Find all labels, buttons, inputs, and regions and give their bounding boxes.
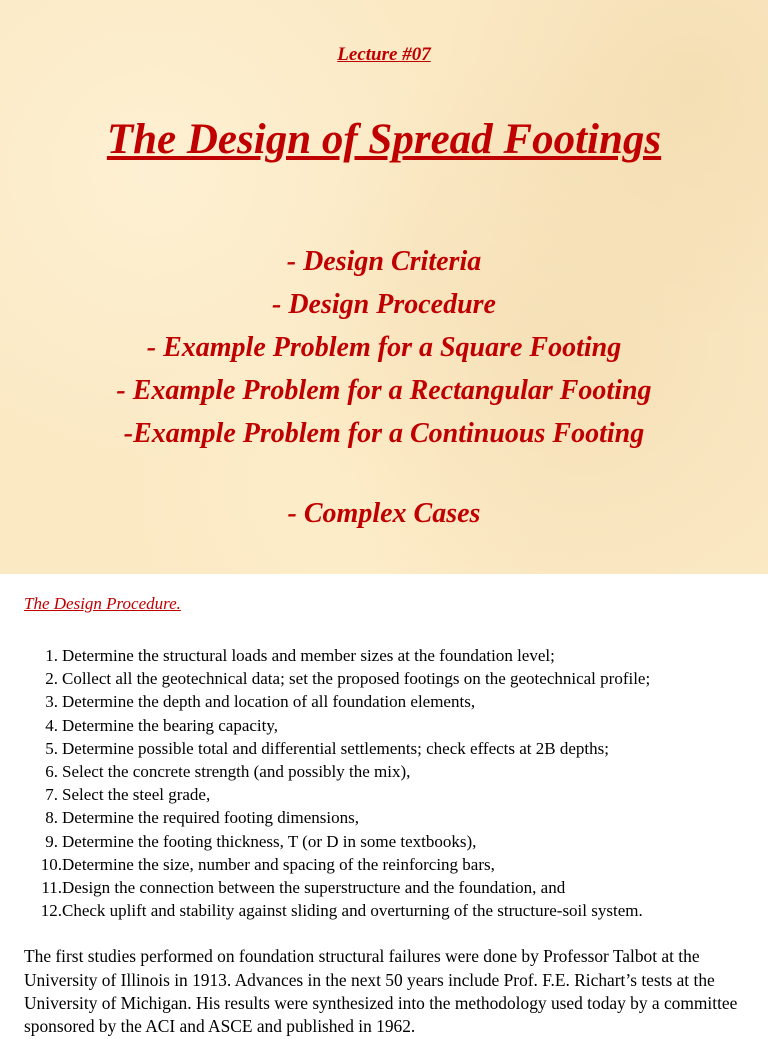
topic-item: - Example Problem for a Square Footing <box>146 332 622 363</box>
topic-item: - Design Criteria <box>286 246 482 277</box>
topic-item: - Example Problem for a Rectangular Footing <box>116 375 652 406</box>
step-text: Select the steel grade, <box>62 785 211 805</box>
step-number: 5. <box>45 738 58 758</box>
list-item <box>24 806 744 829</box>
lecture-number: Lecture #07 <box>337 44 431 65</box>
step-number: 8. <box>45 808 58 828</box>
step-text: Design the connection between the superstructure and the foundation, and <box>62 878 566 898</box>
step-text: Determine the depth and location of all foundation elements, <box>62 692 476 712</box>
list-item <box>24 853 744 876</box>
step-number: 3. <box>45 692 58 712</box>
step-text: Collect all the geotechnical data; set the proposed footings on the geotechnical profile; <box>62 669 651 689</box>
list-item <box>24 644 744 667</box>
list-item <box>24 737 744 760</box>
step-text: Determine the required footing dimensions, <box>62 808 359 828</box>
topic-complex-cases: - Complex Cases <box>287 498 481 529</box>
step-text: Determine the structural loads and member sizes at the foundation level; <box>62 646 555 665</box>
step-text: Select the concrete strength (and possibly the mix), <box>62 762 411 782</box>
list-item <box>24 714 744 737</box>
step-text: Determine the footing thickness, T (or D in some textbooks), <box>62 831 477 851</box>
list-item <box>24 667 744 690</box>
topic-item: - Design Procedure <box>272 289 496 320</box>
step-number: 1. <box>45 646 58 665</box>
step-number: 4. <box>45 715 58 735</box>
step-text: Check uplift and stability against sliding and overturning of the structure-soil system. <box>62 901 643 921</box>
section-heading: The Design Procedure. <box>24 594 181 613</box>
list-item <box>24 783 744 806</box>
slide-title: The Design of Spread Footings <box>106 116 662 163</box>
procedure-section <box>24 594 744 1039</box>
list-item <box>24 899 744 922</box>
step-number: 6. <box>45 762 58 782</box>
step-number: 11. <box>41 878 62 898</box>
list-item <box>24 760 744 783</box>
step-number: 12. <box>40 901 62 921</box>
list-item <box>24 876 744 899</box>
procedure-steps-list <box>24 644 744 922</box>
topic-list <box>0 240 768 455</box>
history-paragraph: The first studies performed on foundation structural failures were done by Professor Talbot at the University of Illinois in 1913. Advances in the next 50 years include Prof. F.E. Richart’s tests at the University of Michigan. His results were synthesized into the methodology used today by a committee sponsored by the ACI and ASCE and published in 1962. <box>24 946 738 1037</box>
step-number: 10. <box>40 854 62 874</box>
step-text: Determine possible total and differential settlements; check effects at 2B depths; <box>62 738 609 758</box>
step-number: 9. <box>45 831 58 851</box>
topic-item: -Example Problem for a Continuous Footing <box>123 418 645 449</box>
list-item <box>24 690 744 713</box>
step-text: Determine the bearing capacity, <box>62 715 279 735</box>
step-number: 2. <box>45 669 58 689</box>
list-item <box>24 830 744 853</box>
step-number: 7. <box>45 785 58 805</box>
step-text: Determine the size, number and spacing of the reinforcing bars, <box>62 854 495 874</box>
